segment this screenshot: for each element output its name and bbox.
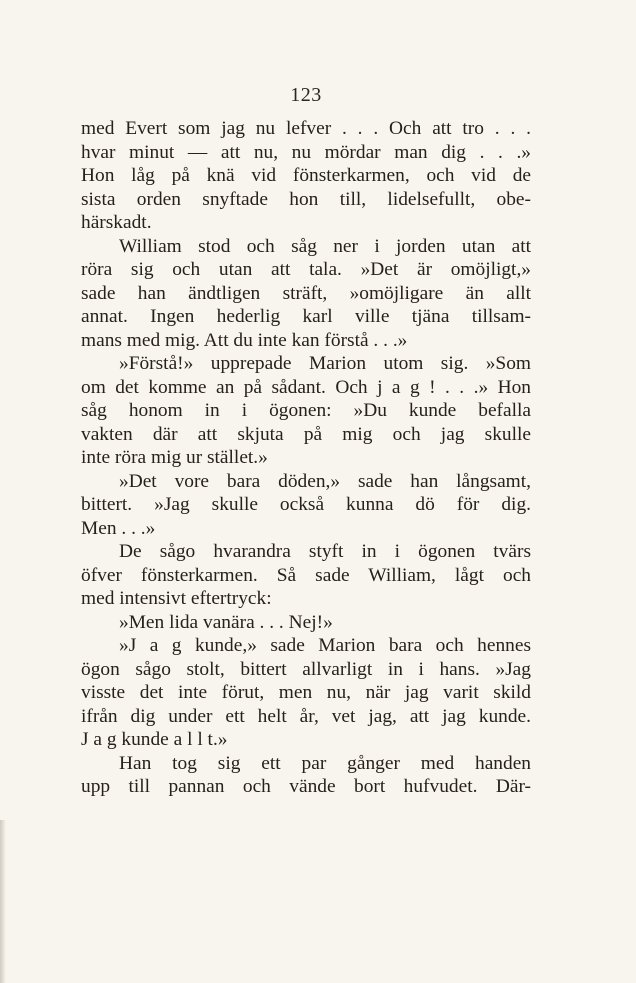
page-edge-shadow bbox=[0, 820, 6, 983]
text-line: bittert. »Jag skulle också kunna dö för dig. bbox=[81, 494, 531, 515]
text-line: J a g kunde a l l t.» bbox=[81, 729, 228, 750]
text-line: vakten där att skjuta på mig och jag skulle bbox=[81, 423, 531, 445]
text-line: Men . . .» bbox=[81, 517, 156, 539]
text-line: mans med mig. Att du inte kan förstå . . .» bbox=[81, 329, 408, 351]
text-line: härskadt. bbox=[81, 212, 152, 233]
text-line: med intensivt eftertryck: bbox=[81, 588, 272, 609]
body-text bbox=[81, 117, 531, 799]
text-line: ifrån dig under ett helt år, vet jag, att jag kunde. bbox=[81, 705, 531, 727]
text-line: om det komme an på sådant. Och j a g ! . . .» Hon bbox=[81, 376, 531, 398]
text-line: öfver fönsterkarmen. Så sade William, lågt och bbox=[81, 564, 531, 586]
text-line: De sågo hvarandra styft in i ögonen tvärs bbox=[119, 541, 531, 562]
text-line: »Det vore bara döden,» sade han långsamt, bbox=[119, 470, 531, 492]
text-line: med Evert som jag nu lefver . . . Och att tro . . . bbox=[81, 118, 531, 139]
text-line: upp till pannan och vände bort hufvudet. Där- bbox=[81, 776, 531, 797]
text-line: ögon sågo stolt, bittert allvarligt in i hans. »Jag bbox=[81, 658, 531, 680]
text-line: »Förstå!» upprepade Marion utom sig. »Som bbox=[119, 353, 531, 374]
text-line: Han tog sig ett par gånger med handen bbox=[119, 752, 531, 774]
text-line: William stod och såg ner i jorden utan att bbox=[119, 235, 531, 257]
text-line: »Men lida vanära . . . Nej!» bbox=[119, 611, 333, 633]
text-line: annat. Ingen hederlig karl ville tjäna tillsam- bbox=[81, 306, 531, 327]
text-line: visste det inte förut, men nu, när jag varit skild bbox=[81, 682, 531, 703]
page-number: 123 bbox=[290, 84, 322, 106]
text-line: inte röra mig ur stället.» bbox=[81, 447, 268, 468]
text-line: röra sig och utan att tala. »Det är omöjligt,» bbox=[81, 259, 531, 280]
text-line: Hon låg på knä vid fönsterkarmen, och vid de bbox=[81, 165, 531, 186]
text-line: sista orden snyftade hon till, lidelsefullt, obe- bbox=[81, 188, 531, 210]
text-line: sade han ändtligen sträft, »omöjligare än allt bbox=[81, 282, 531, 304]
text-line: såg honom in i ögonen: »Du kunde befalla bbox=[81, 400, 531, 421]
text-line: hvar minut — att nu, nu mördar man dig . . .» bbox=[81, 141, 531, 163]
text-line: »J a g kunde,» sade Marion bara och hennes bbox=[119, 635, 531, 656]
